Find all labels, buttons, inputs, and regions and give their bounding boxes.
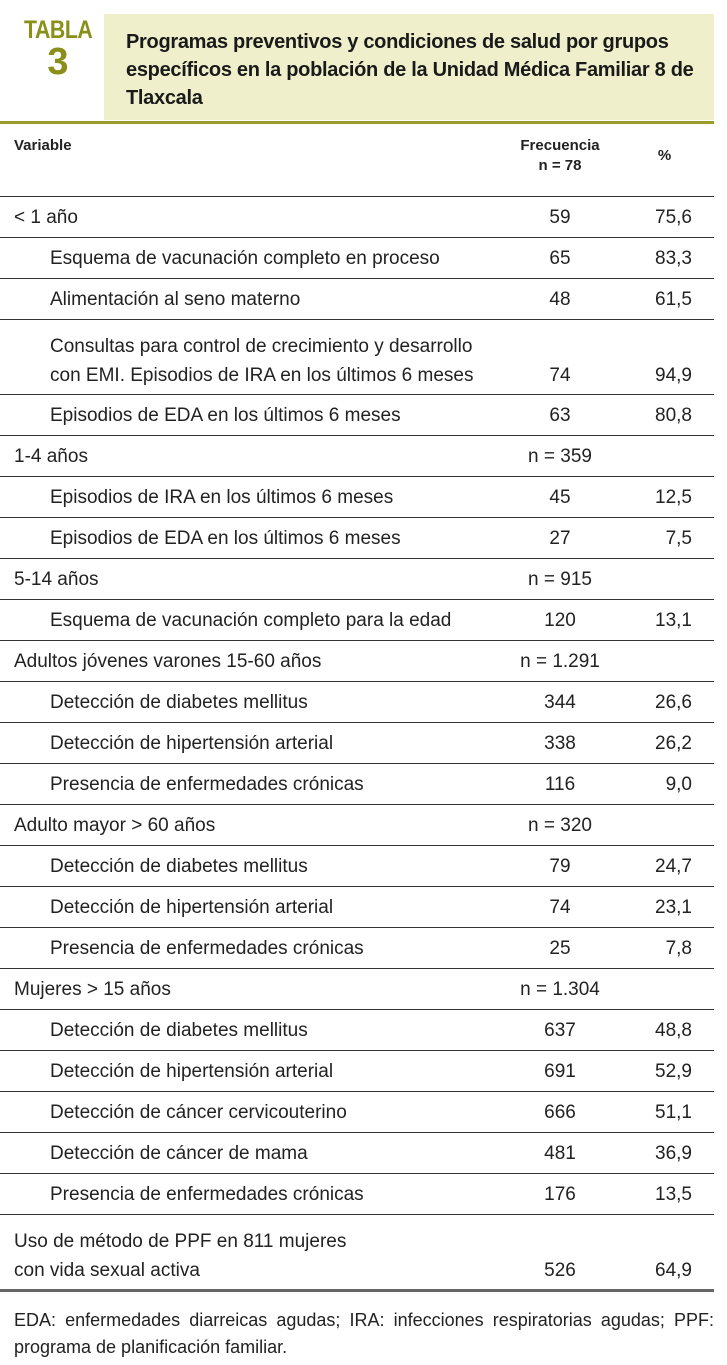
row-group-n: n = 1.304	[505, 969, 615, 1010]
row-frequency: 59	[505, 197, 615, 238]
row-frequency: 116	[505, 764, 615, 805]
table-label-word: TABLA	[24, 16, 93, 44]
row-frequency: 65	[505, 238, 615, 279]
row-frequency: 63	[505, 395, 615, 436]
row-frequency: 25	[505, 928, 615, 969]
row-percent: 75,6	[615, 197, 714, 238]
table-row	[0, 238, 714, 279]
table-row	[0, 477, 714, 518]
row-percent-empty	[615, 969, 714, 1010]
table-row	[0, 682, 714, 723]
row-group-n: n = 320	[505, 805, 615, 846]
row-group-n: n = 359	[505, 436, 615, 477]
row-percent-empty	[615, 805, 714, 846]
table-row	[0, 764, 714, 805]
row-variable: Presencia de enfermedades crónicas	[0, 1174, 505, 1215]
row-percent: 51,1	[615, 1092, 714, 1133]
row-variable: Detección de hipertensión arterial	[0, 887, 505, 928]
row-percent: 23,1	[615, 887, 714, 928]
table-row	[0, 1092, 714, 1133]
table-header	[0, 0, 714, 120]
row-variable: Adulto mayor > 60 años	[0, 805, 505, 846]
column-header-percent: %	[615, 124, 714, 197]
row-variable: Detección de hipertensión arterial	[0, 723, 505, 764]
row-variable: Detección de diabetes mellitus	[0, 1010, 505, 1051]
row-variable-line1: Uso de método de PPF en 811 mujeres	[14, 1231, 347, 1252]
row-frequency: 526	[544, 1260, 576, 1281]
table-row	[0, 969, 714, 1010]
row-group-n: n = 915	[505, 559, 615, 600]
row-percent-empty	[615, 559, 714, 600]
table-title-box	[104, 14, 714, 120]
table-row	[0, 1215, 714, 1290]
row-variable: Esquema de vacunación completo para la edad	[0, 600, 505, 641]
row-percent: 26,6	[615, 682, 714, 723]
row-group-n: n = 1.291	[505, 641, 615, 682]
row-variable: Esquema de vacunación completo en proceso	[0, 238, 505, 279]
table-row	[0, 320, 714, 395]
table-title: Programas preventivos y condiciones de salud por grupos específicos en la población de la Unidad Médica Familiar 8 de Tlaxcala	[126, 31, 694, 109]
table-row	[0, 887, 714, 928]
row-frequency: 691	[505, 1051, 615, 1092]
row-frequency: 74	[505, 887, 615, 928]
row-percent: 80,8	[615, 395, 714, 436]
table-header-row	[0, 124, 714, 197]
row-variable: 5-14 años	[0, 559, 505, 600]
row-percent: 64,9	[655, 1260, 692, 1281]
table-row	[0, 1010, 714, 1051]
table-row	[0, 805, 714, 846]
row-variable: Detección de cáncer de mama	[0, 1133, 505, 1174]
row-percent: 13,1	[615, 600, 714, 641]
row-frequency: 45	[505, 477, 615, 518]
row-variable: 1-4 años	[0, 436, 505, 477]
row-frequency: 48	[505, 279, 615, 320]
row-frequency: 481	[505, 1133, 615, 1174]
row-frequency: 344	[505, 682, 615, 723]
row-frequency: 79	[505, 846, 615, 887]
row-variable-line2: con EMI. Episodios de IRA en los últimos 6 meses	[50, 365, 474, 386]
column-header-frequency	[505, 124, 615, 197]
row-percent: 7,5	[615, 518, 714, 559]
row-percent: 26,2	[615, 723, 714, 764]
table-row	[0, 197, 714, 238]
table-row	[0, 1051, 714, 1092]
row-variable: Presencia de enfermedades crónicas	[0, 764, 505, 805]
row-frequency: 338	[505, 723, 615, 764]
table-row	[0, 436, 714, 477]
table-row	[0, 518, 714, 559]
row-variable	[0, 1215, 505, 1290]
table-row	[0, 559, 714, 600]
row-frequency: 176	[505, 1174, 615, 1215]
bottom-rule	[0, 1289, 714, 1292]
row-variable: Adultos jóvenes varones 15-60 años	[0, 641, 505, 682]
row-variable: Detección de cáncer cervicouterino	[0, 1092, 505, 1133]
row-percent: 83,3	[615, 238, 714, 279]
table-row	[0, 1133, 714, 1174]
table-body	[0, 197, 714, 1290]
table-footnote: EDA: enfermedades diarreicas agudas; IRA: infecciones respiratorias agudas; PPF: programa de planificación familiar.	[14, 1310, 714, 1357]
table-number: 3	[47, 41, 69, 83]
row-percent-empty	[615, 436, 714, 477]
row-frequency: 637	[505, 1010, 615, 1051]
table-row	[0, 600, 714, 641]
column-header-frequency-line1: Frecuencia	[520, 137, 600, 154]
row-percent: 13,5	[615, 1174, 714, 1215]
table-row	[0, 641, 714, 682]
row-variable-line2: con vida sexual activa	[14, 1260, 200, 1281]
table-row	[0, 846, 714, 887]
row-percent: 12,5	[615, 477, 714, 518]
row-variable: Detección de diabetes mellitus	[0, 682, 505, 723]
table-row	[0, 1174, 714, 1215]
row-frequency: 27	[505, 518, 615, 559]
data-table	[0, 124, 714, 1289]
row-percent: 94,9	[615, 320, 714, 395]
row-variable: Alimentación al seno materno	[0, 279, 505, 320]
row-variable: Mujeres > 15 años	[0, 969, 505, 1010]
row-variable: Detección de diabetes mellitus	[0, 846, 505, 887]
row-percent: 48,8	[615, 1010, 714, 1051]
row-variable	[0, 320, 505, 395]
table-label	[18, 16, 98, 83]
table-row	[0, 279, 714, 320]
row-frequency: 120	[505, 600, 615, 641]
column-header-variable: Variable	[0, 124, 505, 197]
row-frequency: 666	[505, 1092, 615, 1133]
row-variable: Episodios de EDA en los últimos 6 meses	[0, 395, 505, 436]
column-header-frequency-line2: n = 78	[538, 157, 582, 174]
row-variable-line1: Consultas para control de crecimiento y desarrollo	[50, 336, 473, 357]
table-row	[0, 395, 714, 436]
row-percent: 36,9	[615, 1133, 714, 1174]
row-percent: 52,9	[615, 1051, 714, 1092]
row-variable: < 1 año	[0, 197, 505, 238]
table-row	[0, 723, 714, 764]
row-percent: 7,8	[615, 928, 714, 969]
table-row	[0, 928, 714, 969]
row-variable: Episodios de EDA en los últimos 6 meses	[0, 518, 505, 559]
row-percent: 24,7	[615, 846, 714, 887]
row-percent: 9,0	[615, 764, 714, 805]
row-variable: Presencia de enfermedades crónicas	[0, 928, 505, 969]
row-variable: Episodios de IRA en los últimos 6 meses	[0, 477, 505, 518]
row-frequency: 74	[505, 320, 615, 395]
row-percent-empty	[615, 641, 714, 682]
row-percent: 61,5	[615, 279, 714, 320]
row-variable: Detección de hipertensión arterial	[0, 1051, 505, 1092]
